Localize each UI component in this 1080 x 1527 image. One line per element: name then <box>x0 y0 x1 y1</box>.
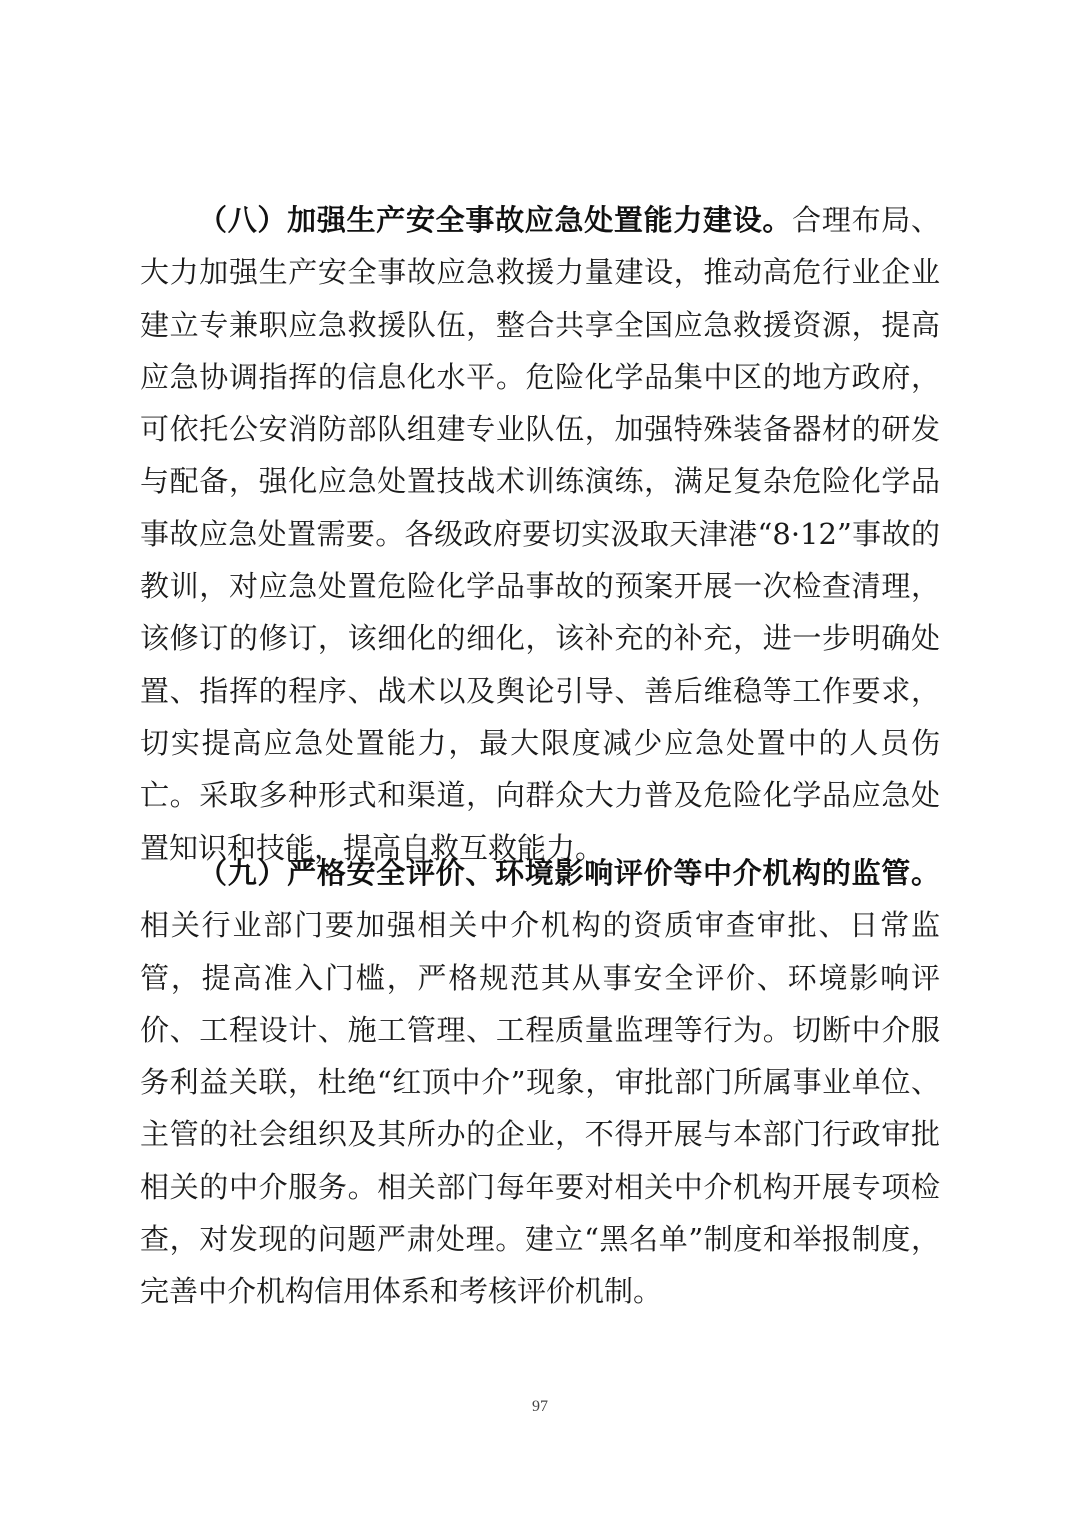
section-9-body: 相关行业部门要加强相关中介机构的资质审查审批、日常监管，提高准入门槛，严格规范其从事安全评价、环境影响评价、工程设计、施工管理、工程质量监理等行为。切断中介服务利益关联，杜绝“红顶中介”现象，审批部门所属事业单位、主管的社会组织及其所办的企业，不得开展与本部门行政审批相关的中介服务。相关部门每年要对相关中介机构开展专项检查，对发现的问题严肃处理。建立“黑名单”制度和举报制度，完善中介机构信用体系和考核评价机制。 <box>140 908 940 1309</box>
section-9-paragraph <box>140 847 940 1318</box>
section-8-body: 合理布局、大力加强生产安全事故应急救援力量建设，推动高危行业企业建立专兼职应急救援队伍，整合共享全国应急救援资源，提高应急协调指挥的信息化水平。危险化学品集中区的地方政府，可依托公安消防部队组建专业队伍，加强特殊装备器材的研发与配备，强化应急处置技战术训练演练，满足复杂危险化学品事故应急处置需要。各级政府要切实汲取天津港“8·12”事故的教训，对应急处置危险化学品事故的预案开展一次检查清理，该修订的修订，该细化的细化，该补充的补充，进一步明确处置、指挥的程序、战术以及舆论引导、善后维稳等工作要求，切实提高应急处置能力，最大限度减少应急处置中的人员伤亡。采取多种形式和渠道，向群众大力普及危险化学品应急处置知识和技能，提高自救互救能力。 <box>140 203 940 865</box>
section-8-paragraph <box>140 194 940 874</box>
page-number: 97 <box>532 1398 548 1415</box>
section-9-heading: （九）严格安全评价、环境影响评价等中介机构的监管。 <box>198 856 940 890</box>
section-8-heading: （八）加强生产安全事故应急处置能力建设。 <box>198 203 793 237</box>
